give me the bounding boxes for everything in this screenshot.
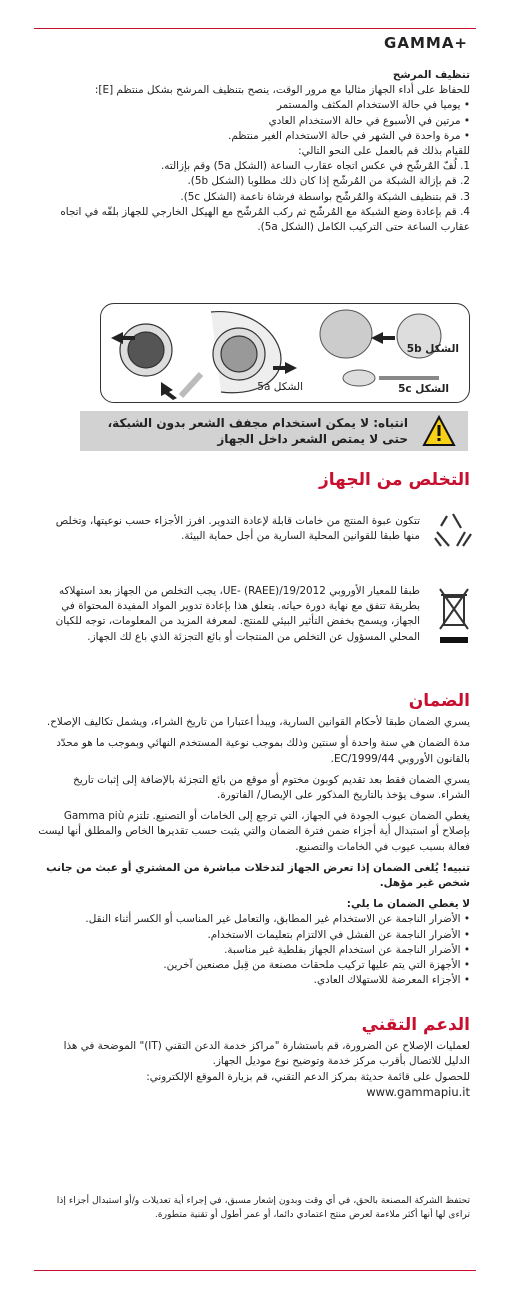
step-item: 3. قم بتنظيف الشبكة والمُرشّح بواسطة فرشاة ناعمة (الشكل 5c).: [180, 190, 470, 203]
footer-text: تحتفظ الشركة المصنعة بالحق، في أي وقت وبدون إشعار مسبق، في إجراء أية تعديلات و/أو استبدال أجزاء إذا تراءى لها أنها أكثر ملاءمة لعرض منتج اعتمادي دائما، أو عمر أطول أو تقنية متطورة.: [56, 1195, 470, 1220]
warranty-notice: تنبيه! يُلغى الضمان إذا تعرض الجهاز لتدخلات مباشرة من المشتري أو عبث من جانب شخص غير مؤهل.: [46, 861, 470, 890]
warranty-section: [38, 691, 470, 988]
support-paragraph: لعمليات الإصلاح عن الضرورة، قم باستشارة "مراكز خدمة الدعن التقني (IT)" الموضحة في هذا الدليل للاتصال بأقرب مركز خدمة وتوضيح نوع موديل الجهاز.: [63, 1040, 470, 1068]
figure-label-5a: الشكل 5a: [257, 381, 303, 393]
support-website-link[interactable]: www.gammapiu.it: [366, 1084, 470, 1099]
not-covered-item: • الأضرار الناجمة عن الفشل في الالتزام بتعليمات الاستخدام.: [207, 928, 470, 941]
not-covered-item: • الأضرار الناجمة عن الاستخدام غير المطابق، والتعامل غير المناسب أو الكسر أثناء النقل.: [85, 913, 470, 926]
weee-text: طبقا للمعيار الأوروبي 19/2012/UE- (RAEE)، يجب التخلص من الجهاز بعد استهلاكه بطريقة تتفق مع نهاية دورة حياته. يتعلق هذا بإعادة تدوير المواد المفيدة المحتواة في الجهاز، ويسمح بخفض التأثير البيئي للمنتج. لمعرفة المزيد من المعلومات، توجه للكيان المحلي المسؤول عن التخلص من المنتجات أو بائع التجزئة الذي باع لك الجهاز.: [55, 585, 420, 643]
cleaning-title: تنظيف المرشح: [392, 69, 470, 81]
warning-box: [80, 411, 468, 451]
not-covered-item: • الأجزاء المعرضة للاستهلاك العادي.: [313, 974, 470, 987]
step-item: 2. قم بإزالة الشبكة من المُرشّح إذا كان ذلك مطلوبا (الشكل 5b).: [187, 175, 470, 188]
filter-figure: [100, 303, 470, 403]
cleaning-section: [38, 68, 470, 235]
warranty-paragraph: يسري الضمان طبقا لأحكام القوانين السارية، ويبدأ اعتبارا من تاريخ الشراء، ويشمل تكاليف الإصلاح.: [46, 716, 470, 729]
warranty-paragraph: يغطي الضمان عيوب الجودة في الجهاز، التي ترجع إلى الخامات أو التصنيع. تلتزم Gamma più بإصلاح أو استبدال أية أجزاء ضمن فترة الضمان والتي يثبت حسب تقديرها الخاص والمطلق أنها ليست فعالة بسبب عيوب في الخامات والتصنيع.: [38, 810, 470, 853]
warranty-paragraph: يسري الضمان فقط بعد تقديم كوبون مختوم أو موقع من بائع التجزئة بالإضافة إلى إثبات تاريخ الشراء. سوف يؤخذ بالتاريخ المذكور على الإيصال/ الفاتورة.: [73, 773, 470, 802]
cleaning-intro: للحفاظ على أداء الجهاز مثاليا مع مرور الوقت، ينصح بتنظيف المرشح بشكل منتظم [E]:: [94, 84, 470, 97]
bottom-rule: [34, 1270, 476, 1271]
warranty-paragraph: مدة الضمان هي سنة واحدة أو سنتين وذلك بموجب نوعية المستخدم النهائي وبموجب ما هو محدّد بالقانون الأوروبي EC/1999/44.: [56, 737, 470, 765]
support-paragraph: للحصول على قائمة حديثة بمركز الدعم التقني، قم بزيارة الموقع الإلكتروني:: [146, 1070, 470, 1083]
freq-item: • مرة واحدة في الشهر في حالة الاستخدام الغير منتظم.: [228, 129, 470, 142]
figure-label-5b: الشكل 5b: [406, 343, 459, 355]
recycle-icon: [431, 510, 475, 550]
warranty-title: الضمان: [408, 691, 470, 711]
support-section: [38, 1015, 470, 1100]
not-covered-item: • الأضرار الناجمة عن استخدام الجهاز بفلطية غير مناسبة.: [224, 943, 470, 956]
freq-item: • يوميا في حالة الاستخدام المكثف والمستمر: [276, 99, 470, 112]
support-title: الدعم التقني: [361, 1015, 470, 1035]
top-rule: [34, 28, 476, 29]
step-item: 4. قم بإعادة وضع الشبكة مع المُرشّح ثم ركب المُرشّح مع الهيكل الخارجي للجهاز بلفّه في اتجاه عقارب الساعة حتى التركيب الكامل (الشكل 5a).: [60, 205, 470, 234]
warning-text: انتباه: لا يمكن استخدام مجفف الشعر بدون الشبكة، حتى لا يمتص الشعر داخل الجهاز: [107, 416, 408, 446]
not-covered-title: لا يغطي الضمان ما يلي:: [346, 898, 470, 911]
weee-bin-icon: [438, 587, 470, 647]
figure-label-5c: الشكل 5c: [398, 383, 449, 395]
step-item: 1. لُفّ المُرشّح في عكس اتجاه عقارب الساعة (الشكل 5a) وقم بإزالته.: [160, 160, 470, 173]
brand-logo: GAMMA+: [384, 34, 468, 52]
freq-item: • مرتين في الأسبوع في حالة الاستخدام العادي: [268, 114, 470, 127]
recycle-text: تتكون عبوة المنتج من خامات قابلة لإعادة التدوير. افرز الأجزاء حسب نوعيتها، وتخلص منها طبقا للقوانين المحلية السارية من أجل حماية البيئة.: [55, 515, 420, 543]
warning-triangle-icon: [422, 415, 456, 447]
disposal-title: التخلص من الجهاز: [318, 470, 470, 490]
disposal-section: [38, 470, 470, 490]
not-covered-item: • الأجهزة التي يتم عليها تركيب ملحقات مصنعة من قِبل مصنعين آخرين.: [163, 959, 470, 972]
steps-intro: للقيام بذلك قم بالعمل على النحو التالي:: [298, 145, 470, 158]
